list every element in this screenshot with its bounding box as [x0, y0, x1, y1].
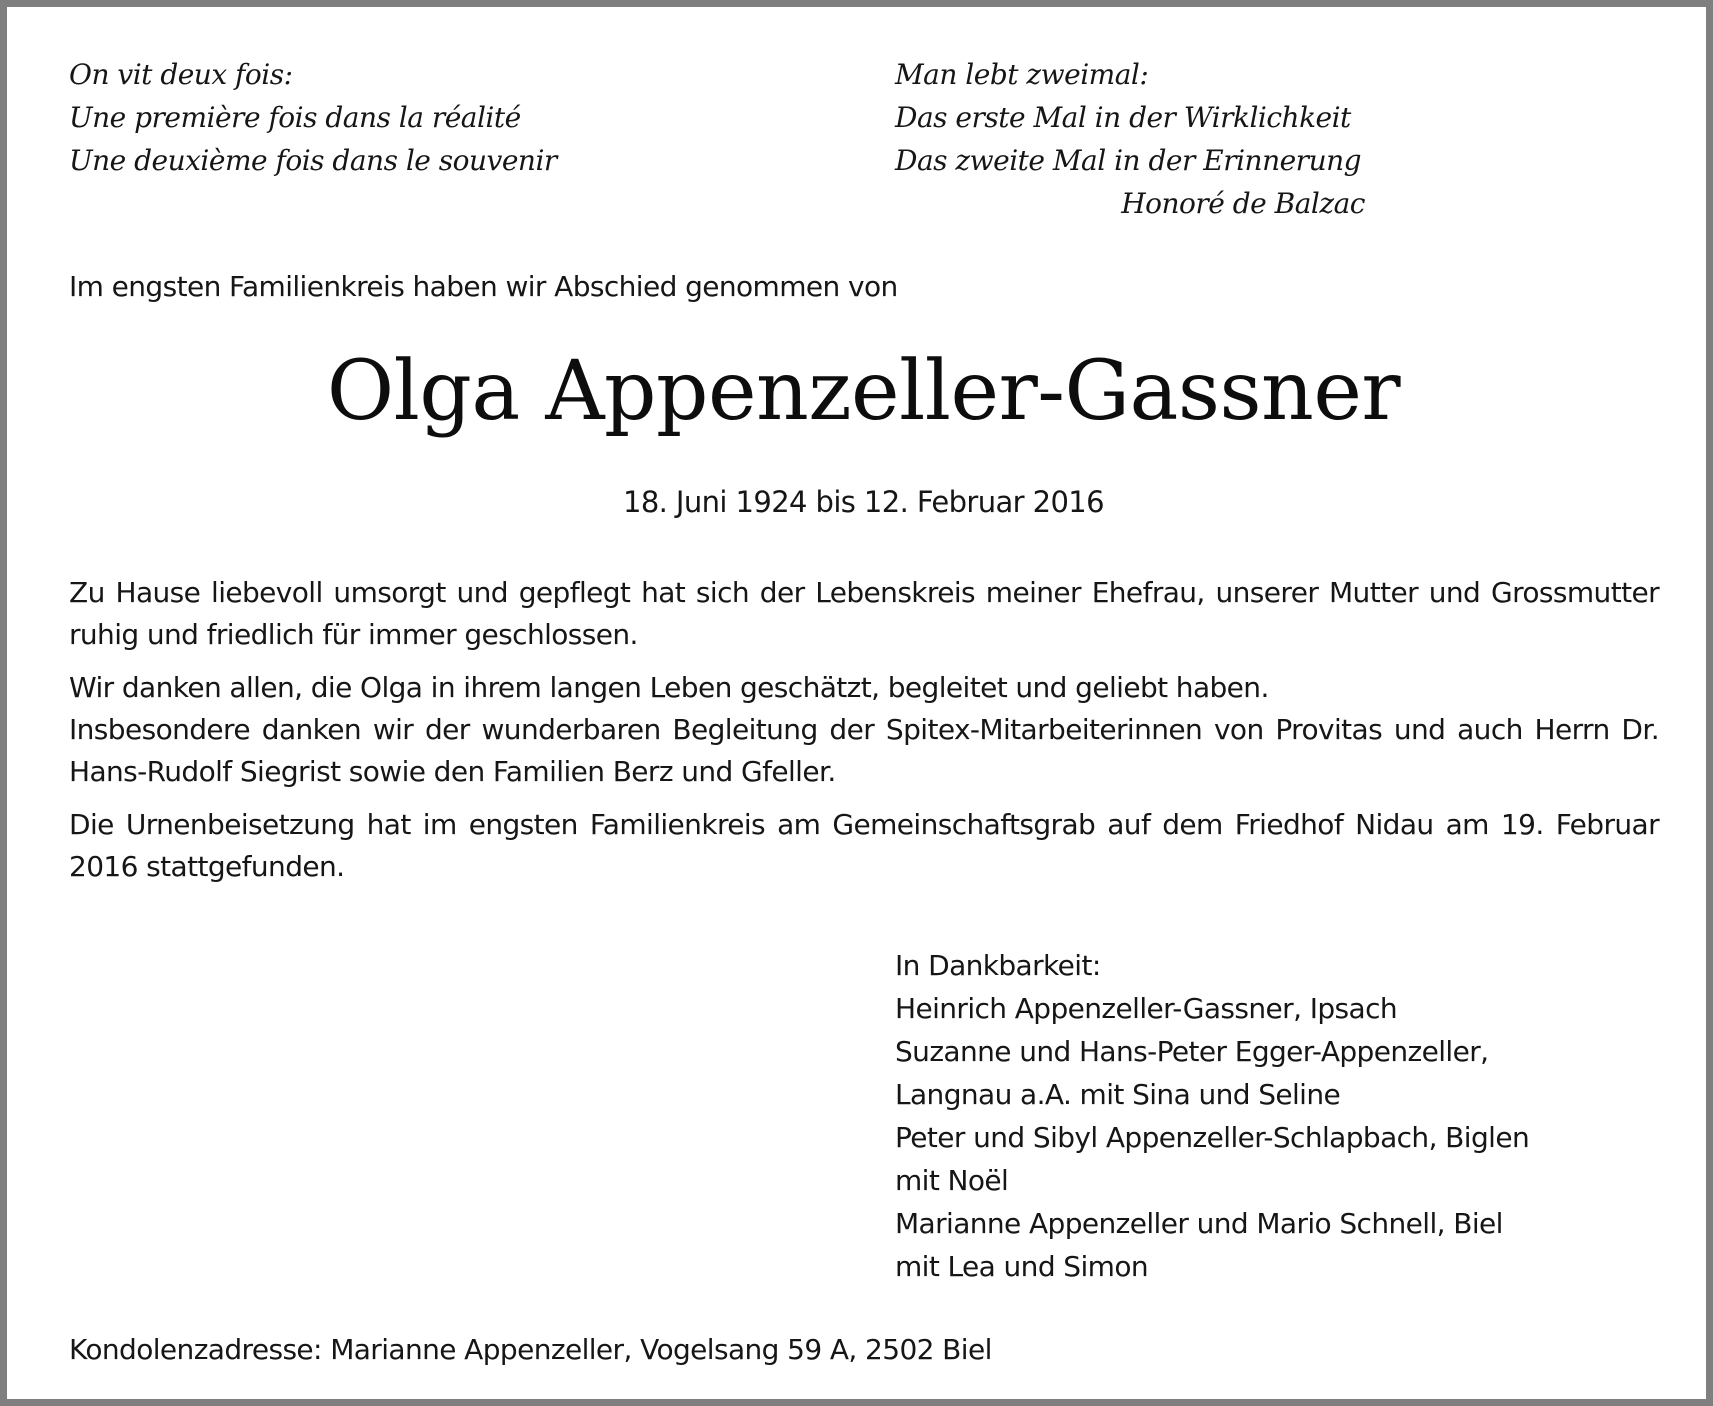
- intro-text: Im engsten Familienkreis haben wir Abschied genommen von: [69, 270, 898, 303]
- thanks-heading: In Dankbarkeit:: [895, 949, 1101, 982]
- quote-author: Honoré de Balzac: [1121, 187, 1365, 220]
- quote-french: [69, 53, 829, 182]
- mourner-line: Suzanne und Hans-Peter Egger-Appenzeller,: [895, 1035, 1489, 1068]
- quote-line: Une première fois dans la réalité: [69, 101, 521, 134]
- deceased-name: Olga Appenzeller-Gassner: [326, 344, 1401, 439]
- paragraph-care: Zu Hause liebevoll umsorgt und gepflegt hat sich der Lebenskreis meiner Ehefrau, unserer Mutter und Grossmutter ruhig und friedlich für immer geschlossen.: [69, 576, 1659, 651]
- notice-body: [69, 572, 1659, 899]
- paragraph-burial: Die Urnenbeisetzung hat im engsten Familienkreis am Gemeinschaftsgrab auf dem Friedhof Nidau am 19. Februar 2016 stattgefunden.: [69, 808, 1659, 883]
- quote-german: [895, 53, 1365, 225]
- quote-line: On vit deux fois:: [69, 58, 293, 91]
- paragraph-gratitude: [69, 667, 1659, 793]
- quote-line: Das zweite Mal in der Erinnerung: [895, 144, 1362, 177]
- quote-line: Une deuxième fois dans le souvenir: [69, 144, 557, 177]
- quote-line: Man lebt zweimal:: [895, 58, 1149, 91]
- mourner-line: Langnau a.A. mit Sina und Seline: [895, 1078, 1341, 1111]
- mourner-line: Heinrich Appenzeller-Gassner, Ipsach: [895, 992, 1398, 1025]
- paragraph-line: Wir danken allen, die Olga in ihrem langen Leben geschätzt, begleitet und geliebt haben.: [69, 671, 1269, 704]
- mourner-line: mit Lea und Simon: [895, 1250, 1148, 1283]
- condolence-address: Kondolenzadresse: Marianne Appenzeller, Vogelsang 59 A, 2502 Biel: [69, 1333, 992, 1366]
- thanks-section: [895, 944, 1655, 1288]
- mourner-line: mit Noël: [895, 1164, 1009, 1197]
- paragraph-line: Insbesondere danken wir der wunderbaren Begleitung der Spitex-Mitarbeiterinnen von Provitas und auch Herrn Dr. Hans-Rudolf Siegrist sowie den Familien Berz und Gfeller.: [69, 713, 1659, 788]
- quote-line: Das erste Mal in der Wirklichkeit: [895, 101, 1351, 134]
- life-dates: 18. Juni 1924 bis 12. Februar 2016: [622, 485, 1105, 519]
- mourner-line: Peter und Sibyl Appenzeller-Schlapbach, Biglen: [895, 1121, 1530, 1154]
- mourner-line: Marianne Appenzeller und Mario Schnell, Biel: [895, 1207, 1503, 1240]
